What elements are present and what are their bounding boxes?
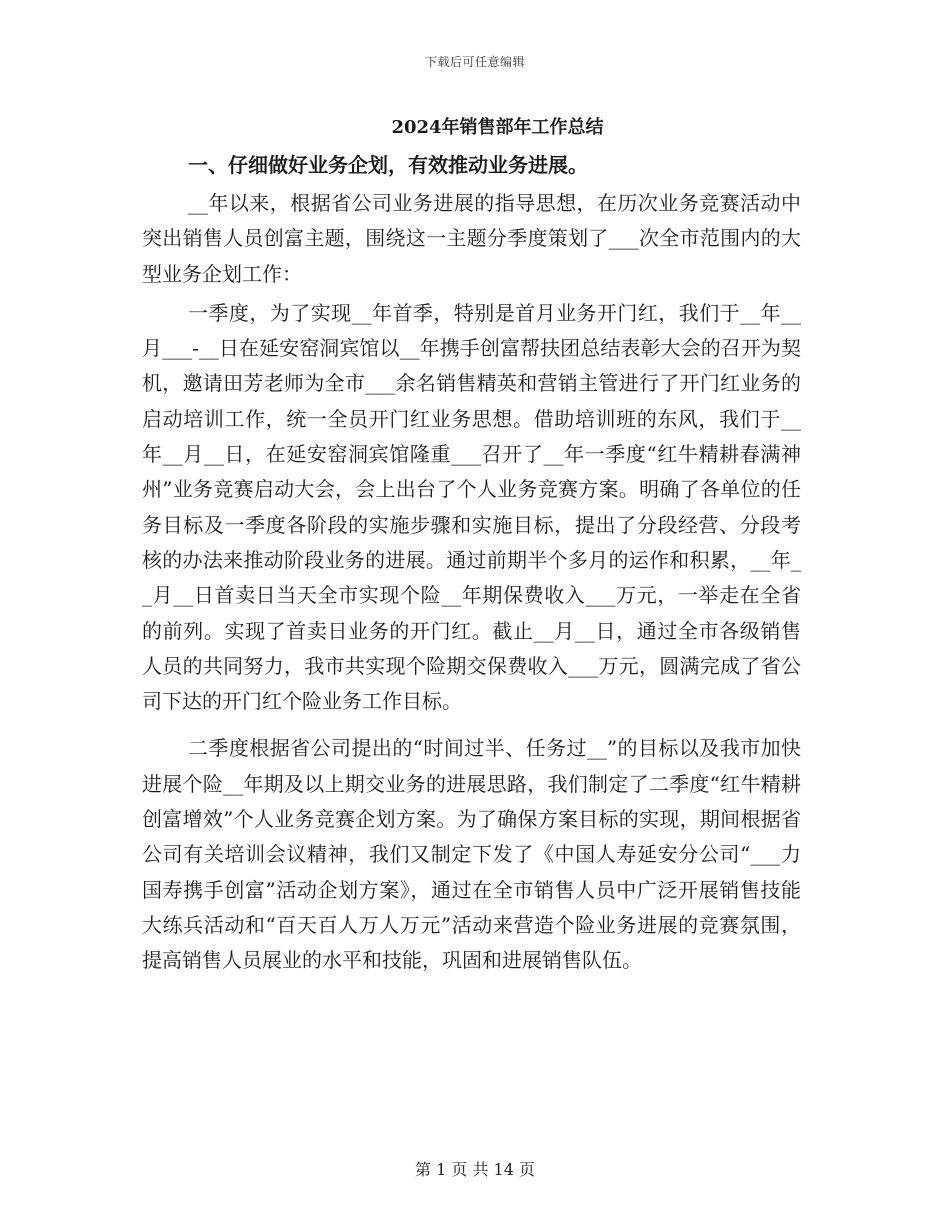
paragraph-second-quarter: 二季度根据省公司提出的“时间过半、任务过__”的目标以及我市加快进展个险__年期及以上期交业务的进展思路，我们制定了二季度“红牛精耕创富增效”个人业务竞赛企划方案。为了确保方案目标的实现，期间根据省公司有关培训会议精神，我们又制定下发了《中国人寿延安分公司“___力国寿携手创富”活动企划方案》，通过在全市销售人员中广泛开展销售技能大练兵活动和“百天百人万人万元”活动来营造个险业务进展的竞赛氛围，提高销售人员展业的水平和技能，巩固和进展销售队伍。 (142, 736, 801, 973)
document-title: 2024年销售部年工作总结 (391, 117, 604, 138)
page-number: 第 1 页 共 14 页 (415, 1160, 535, 1179)
section-heading: 一、仔细做好业务企划，有效推动业务进展。 (188, 153, 588, 177)
page-header-note: 下载后可任意编辑 (424, 55, 525, 69)
document-body (142, 150, 801, 979)
paragraph-intro: __年以来，根据省公司业务进展的指导思想，在历次业务竞赛活动中突出销售人员创富主题，围绕这一主题分季度策划了___次全市范围内的大型业务企划工作： (142, 191, 801, 286)
paragraph-first-quarter: 一季度，为了实现__年首季，特别是首月业务开门红，我们于__年__月___-__日在延安窑洞宾馆以__年携手创富帮扶团总结表彰大会的召开为契机，邀请田芳老师为全市___余名销售精英和营销主管进行了开门红业务的启动培训工作，统一全员开门红业务思想。借助培训班的东风，我们于__年__月__日，在延安窑洞宾馆隆重___召开了__年一季度“红牛精耕春满神州”业务竞赛启动大会，会上出台了个人业务竞赛方案。明确了各单位的任务目标及一季度各阶段的实施步骤和实施目标，提出了分段经营、分段考核的办法来推动阶段业务的进展。通过前期半个多月的运作和积累，__年__月__日首卖日当天全市实现个险__年期保费收入___万元，一举走在全省的前列。实现了首卖日业务的开门红。截止__月__日，通过全市各级销售人员的共同努力，我市共实现个险期交保费收入___万元，圆满完成了省公司下达的开门红个险业务工作目标。 (142, 300, 801, 714)
